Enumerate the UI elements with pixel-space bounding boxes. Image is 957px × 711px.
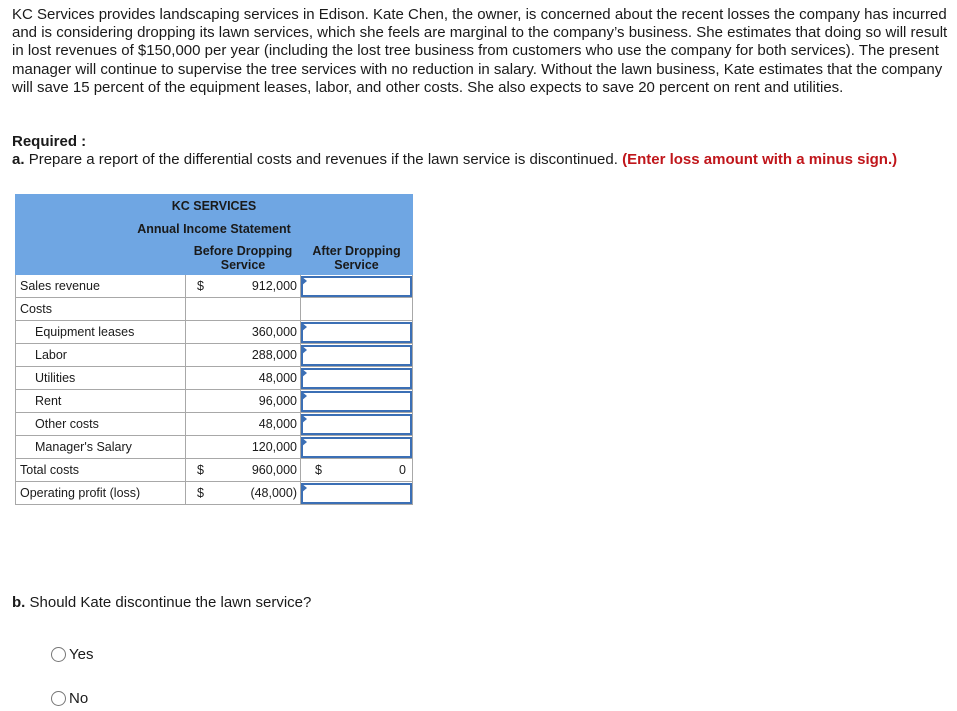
before-cell xyxy=(186,390,301,413)
equipment-leases-after-input[interactable] xyxy=(301,322,412,343)
before-cell xyxy=(186,459,301,482)
income-statement-table xyxy=(15,194,413,505)
after-cell xyxy=(301,344,413,367)
col-after-header: After Dropping Service xyxy=(301,241,413,275)
radio-no[interactable] xyxy=(51,691,66,706)
col-before-header: Before Dropping Service xyxy=(186,241,301,275)
total-costs-after-value: 0 xyxy=(399,463,406,477)
table-row xyxy=(16,436,413,459)
after-cell xyxy=(301,275,413,298)
radio-yes[interactable] xyxy=(51,647,66,662)
row-label: Costs xyxy=(16,298,186,321)
table-row xyxy=(16,298,413,321)
part-a-note: (Enter loss amount with a minus sign.) xyxy=(622,151,898,168)
company-name: KC SERVICES xyxy=(16,195,413,218)
before-cell xyxy=(186,344,301,367)
table-row xyxy=(16,321,413,344)
part-b-prefix: b. xyxy=(12,594,26,611)
row-label: Operating profit (loss) xyxy=(16,482,186,505)
option-yes-label: Yes xyxy=(69,646,94,663)
before-cell xyxy=(186,321,301,344)
before-cell xyxy=(186,482,301,505)
table-row xyxy=(16,390,413,413)
before-value: (48,000) xyxy=(250,486,297,500)
before-cell xyxy=(186,436,301,459)
after-cell xyxy=(301,436,413,459)
option-no-label: No xyxy=(69,690,89,707)
before-value: 360,000 xyxy=(251,325,297,339)
before-value: 960,000 xyxy=(251,463,297,477)
row-label: Equipment leases xyxy=(16,321,186,344)
after-cell xyxy=(301,459,413,482)
table-row xyxy=(16,367,413,390)
part-a-prefix: a. xyxy=(12,151,25,168)
after-cell xyxy=(301,413,413,436)
before-cell xyxy=(186,298,301,321)
row-label: Rent xyxy=(16,390,186,413)
managers-salary-after-input[interactable] xyxy=(301,437,412,458)
part-b-text: Should Kate discontinue the lawn service? xyxy=(29,594,312,611)
before-cell xyxy=(186,275,301,298)
utilities-after-input[interactable] xyxy=(301,368,412,389)
part-b-question xyxy=(12,594,311,611)
currency-symbol: $ xyxy=(197,463,204,477)
table-row xyxy=(16,413,413,436)
rent-after-input[interactable] xyxy=(301,391,412,412)
before-value: 96,000 xyxy=(258,394,297,408)
table-row xyxy=(16,459,413,482)
row-label: Utilities xyxy=(16,367,186,390)
after-cell xyxy=(301,367,413,390)
statement-title: Annual Income Statement xyxy=(16,218,413,241)
problem-statement: KC Services provides landscaping services in Edison. Kate Chen, the owner, is concerned about the recent losses the company has incurred and is considering dropping its lawn services, which she feels are marginal to the company’s business. She estimates that doing so will result in lost revenues of $150,000 per year (including the lost tree business from customers who use the company for both services). The present manager will continue to supervise the tree services with no reduction in salary. Without the lawn business, Kate estimates that the company will save 15 percent of the equipment leases, labor, and other costs. She also expects to save 20 percent on rent and utilities. xyxy=(12,6,948,96)
after-cell xyxy=(301,321,413,344)
after-cell xyxy=(301,390,413,413)
table-row xyxy=(16,275,413,298)
part-a-text: Prepare a report of the differential costs and revenues if the lawn service is discontinued. xyxy=(28,151,618,168)
table-row xyxy=(16,482,413,505)
after-cell xyxy=(301,482,413,505)
row-label: Sales revenue xyxy=(16,275,186,298)
other-costs-after-input[interactable] xyxy=(301,414,412,435)
sales-revenue-after-input[interactable] xyxy=(301,276,412,297)
part-a-instruction xyxy=(12,151,897,168)
row-label: Total costs xyxy=(16,459,186,482)
required-label: Required : xyxy=(12,133,87,150)
row-label: Manager's Salary xyxy=(16,436,186,459)
currency-symbol: $ xyxy=(197,486,204,500)
row-label: Other costs xyxy=(16,413,186,436)
row-label: Labor xyxy=(16,344,186,367)
option-yes[interactable] xyxy=(51,646,93,663)
currency-symbol: $ xyxy=(197,279,204,293)
table-row xyxy=(16,344,413,367)
after-cell xyxy=(301,298,413,321)
header-blank xyxy=(16,241,186,275)
before-value: 48,000 xyxy=(258,371,297,385)
currency-symbol: $ xyxy=(315,463,322,477)
operating-profit-after-input[interactable] xyxy=(301,483,412,504)
before-value: 48,000 xyxy=(258,417,297,431)
before-value: 912,000 xyxy=(251,279,297,293)
labor-after-input[interactable] xyxy=(301,345,412,366)
before-cell xyxy=(186,413,301,436)
before-value: 120,000 xyxy=(251,440,297,454)
before-value: 288,000 xyxy=(251,348,297,362)
option-no[interactable] xyxy=(51,690,88,707)
before-cell xyxy=(186,367,301,390)
